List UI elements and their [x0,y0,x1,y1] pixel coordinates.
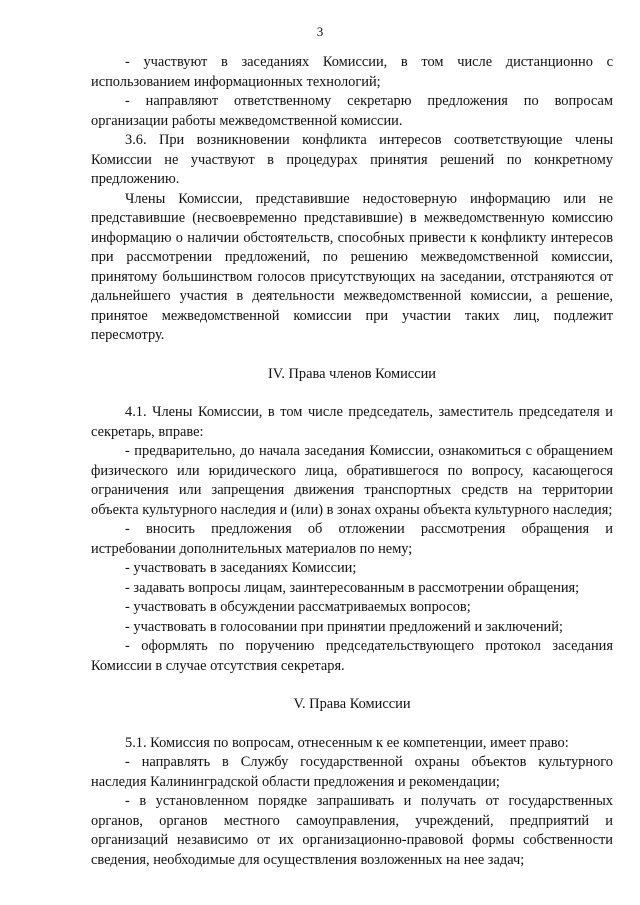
para-5-1-b: - в установленном порядке запрашивать и получать от государственных органов, органов местного самоуправления, учреждений, предприятий и организаций независимо от их организационно-правовой формы собственности сведения, необходимые для осуществления возложенных на нее задач; [91,793,613,868]
section-spacer [91,346,613,365]
section-spacer [91,384,613,403]
section-spacer [91,715,613,734]
heading-section-4: IV. Права членов Комиссии [268,365,436,382]
para-4-1-e: - участвовать в обсуждении рассматриваемых вопросов; [125,599,471,615]
para-send-proposals: - направляют ответственному секретарю предложения по вопросам организации работы межведомственной комиссии. [91,93,613,129]
page-number: 3 [316,24,324,39]
para-4-1-a: - предварительно, до начала заседания Комиссии, ознакомиться с обращением физического или юридического лица, обратившегося по вопросу, касающегося ограничения или запрещения движения транспортных средств на территории объекта культурного наследия и (или) в зонах охраны объекта культурного наследия; [91,443,613,518]
document-body [91,53,613,870]
para-5-1: 5.1. Комиссия по вопросам, отнесенным к ее компетенции, имеет право: [125,734,569,751]
para-4-1-d: - задавать вопросы лицам, заинтересованным в рассмотрении обращения; [125,579,580,596]
para-4-1-f: - участвовать в голосовании при принятии предложений и заключений; [125,618,563,635]
para-4-1-b: - вносить предложения об отложении рассмотрения обращения и истребовании дополнительных материалов по нему; [91,521,613,557]
para-participate: - участвуют в заседаниях Комиссии, в том числе дистанционно с использованием информационных технологий; [91,54,613,90]
para-4-1: 4.1. Члены Комиссии, в том числе председатель, заместитель председателя и секретарь, вправе: [91,404,613,440]
para-unreliable-info: Члены Комиссии, представившие недостоверную информацию или не представившие (несвоевременно представившие) в межведомственную комиссию информацию о наличии обстоятельств, способных привести к конфликту интересов при рассмотрении предложений, по решению межведомственной комиссии, принятому большинством голосов присутствующих на заседании, отстраняются от дальнейшего участия в деятельности межведомственной комиссии, а решение, принятое межведомственной комиссии при участии таких лиц, подлежит пересмотру. [91,190,613,343]
para-4-1-g: - оформлять по поручению председательствующего протокол заседания Комиссии в случае отсутствия секретаря. [91,638,613,674]
para-3-6: 3.6. При возникновении конфликта интересов соответствующие члены Комиссии не участвуют в процедурах принятия решений по конкретному предложению. [91,132,613,187]
para-5-1-a: - направлять в Службу государственной охраны объектов культурного наследия Калининградской области предложения и рекомендации; [91,754,613,790]
section-spacer [91,676,613,695]
para-4-1-c: - участвовать в заседаниях Комиссии; [125,560,357,576]
heading-section-5: V. Права Комиссии [293,696,411,712]
